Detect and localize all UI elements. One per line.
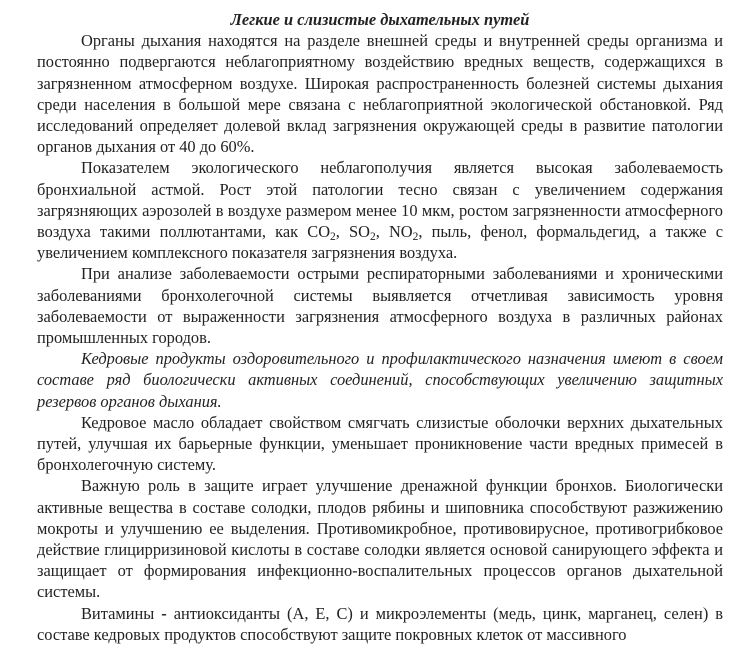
bold-dash: - (161, 603, 167, 623)
paragraph-2-text-after: , пыль, фенол, формальдегид, а также с увеличением комплексного показателя загрязнения воздуха. (37, 222, 723, 263)
formula-no2: $NO_2$ (388, 222, 419, 244)
formula-co2: $CO_2$ (307, 222, 336, 244)
paragraph-3: При анализе заболеваемости острыми респираторными заболеваниями и хроническими заболеваниями бронхолегочной системы выявляется отчетливая зависимость уровня заболеваемости от выраженности загрязнения атмосферного воздуха в различных районах промышленных городов. (37, 264, 723, 348)
paragraph-2-text-before: Показателем экологического неблагополучия является высокая заболеваемость бронхиальной астмой. Рост этой патологии тесно связан с увеличением содержания загрязняющих аэрозолей в воздухе размером менее 10 мкм, ростом загрязненности атмосферного воздуха такими поллютантами, как (37, 158, 723, 242)
paragraph-7: Витамины - антиоксиданты (А, Е, С) и микроэлементы (медь, цинк, марганец, селен) в составе кедровых продуктов способствуют защите покровных клеток от массивного (37, 603, 724, 644)
document-title: Легкие и слизистые дыхательных путей (230, 10, 530, 29)
paragraph-4-italic: Кедровые продукты оздоровительного и профилактического назначения имеют в своем составе ряд биологически активных соединений, способствующих увеличению защитных резервов органов дыхания. (37, 349, 723, 411)
paragraph-2: Показателем экологического неблагополучия является высокая заболеваемость бронхиальной астмой. Рост этой патологии тесно связан с увеличением содержания загрязняющих аэрозолей в воздухе размером менее 10 мкм, ростом загрязненности атмосферного воздуха такими поллютантами, как $CO_2$, $SO_2$, $NO_2$, пыль, фенол, формальдегид, а также с увеличением комплексного показателя загрязнения воздуха. (37, 158, 723, 263)
paragraph-5: Кедровое масло обладает свойством смягчать слизистые оболочки верхних дыхательных путей, улучшая их барьерные функции, уменьшает проникновение части вредных примесей в бронхолегочную систему. (37, 412, 723, 475)
formula-so2: $SO_2$ (349, 222, 376, 244)
paragraph-6: Важную роль в защите играет улучшение дренажной функции бронхов. Биологически активные вещества в составе солодки, плодов рябины и шиповника способствуют разжижению мокроты и улучшению ее выделения. Противомикробное, противовирусное, противогрибковое действие глицирризиновой кислоты в составе солодки является основой санирующего эффекта и защищает от формирования инфекционно-воспалительных процессов органов дыхательной системы. (37, 476, 723, 602)
document-page (37, 9, 723, 645)
paragraph-1: Органы дыхания находятся на разделе внешней среды и внутренней среды организма и постоянно подвергаются неблагоприятному воздействию вредных веществ, содержащихся в загрязненном атмосферном воздухе. Широкая распространенность болезней системы дыхания среди населения в большой мере связана с неблагоприятной экологической обстановкой. Ряд исследований определяет долевой вклад загрязнения окружающей среды в развитие патологии органов дыхания от 40 до 60%. (37, 31, 723, 157)
